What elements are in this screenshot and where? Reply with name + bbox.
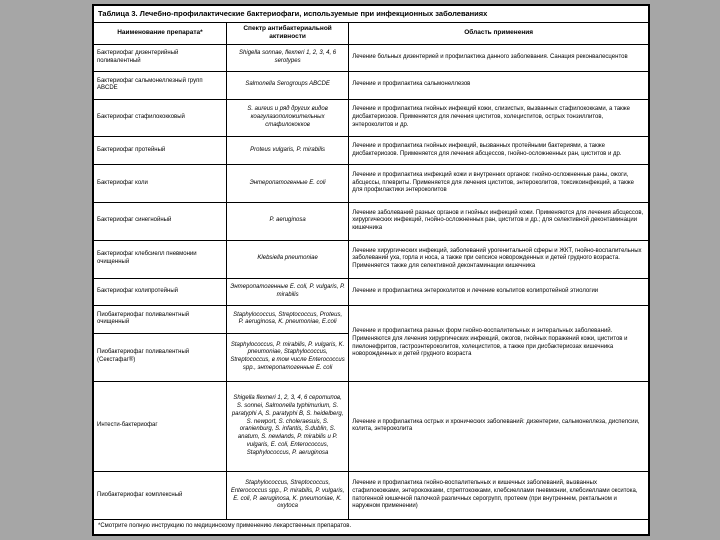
table-row (93, 240, 649, 278)
application: Лечение и профилактика сальмонеллезов (349, 72, 649, 99)
table-body (93, 44, 649, 520)
preparation-name: Пиобактериофаг поливалентный очищенный (93, 306, 226, 333)
application: Лечение больных дизентерией и профилактика данного заболевания. Санация реконвалесцентов (349, 44, 649, 71)
table-row (93, 202, 649, 240)
table-row (93, 137, 649, 164)
spectrum: Энтеропатогенные E. coli (226, 164, 348, 202)
spectrum: Staphylococcus, Streptococcus, Proteus, P. aeruginosa, K. pneumoniae, E.coli (226, 306, 348, 333)
application: Лечение и профилактика острых и хронических заболеваний: дизентерии, сальмонеллеза, диспепсии, колита, энтероколита (349, 381, 649, 471)
preparation-name: Бактериофаг стафилококковый (93, 99, 226, 137)
application: Лечение и профилактика гнойных инфекций, вызванных протейными бактериями, а также дисбактериозов. Применяется для лечения абсцессов, гнойно-осложненных ран, циститов и др. (349, 137, 649, 164)
footnote: *Смотрите полную инструкцию по медицинскому применению лекарственных препаратов. (93, 520, 649, 535)
preparation-name: Бактериофаг коли (93, 164, 226, 202)
column-header-application: Область применения (349, 22, 649, 44)
table-row (93, 471, 649, 519)
application: Лечение хирургических инфекций, заболеваний урогенитальной сферы и ЖКТ, гнойно-воспалительных заболеваний уха, горла и носа, а также при сепсисе новорожденных и детей грудного возраста. Применяется также для селективной деконтаминации кишечника (349, 240, 649, 278)
preparation-name: Бактериофаг дизентерийный поливалентный (93, 44, 226, 71)
preparation-name: Интести-бактериофаг (93, 381, 226, 471)
spectrum: P. aeruginosa (226, 202, 348, 240)
application: Лечение заболеваний разных органов и гнойных инфекций кожи. Применяются для лечения абсцессов, хирургических инфекций, гнойно-осложненных ран, циститов и др.; для селективной деконтаминации кишечника (349, 202, 649, 240)
table-title: Таблица 3. Лечебно-профилактические бактериофаги, используемые при инфекционных заболеваниях (93, 5, 649, 22)
table-row (93, 164, 649, 202)
table-row (93, 278, 649, 305)
spectrum: Энтеропатогенные E. coli, P. vulgaris, P. mirabilis (226, 278, 348, 305)
application: Лечение и профилактика гнойных инфекций кожи, слизистых, вызванных стафилококками, а также дисбактериозов. Применяется для лечения циститов, холециститов, острых тонзиллитов, энтероколитов и др. (349, 99, 649, 137)
table-title-row (93, 5, 649, 22)
spectrum: Klebsiella pneumoniae (226, 240, 348, 278)
preparation-name: Пиобактериофаг комплексный (93, 471, 226, 519)
table-row (93, 381, 649, 471)
preparation-name: Бактериофаг синегнойный (93, 202, 226, 240)
table-row (93, 99, 649, 137)
phage-table (92, 4, 650, 536)
table-row (93, 72, 649, 99)
table-header-row (93, 22, 649, 44)
application: Лечение и профилактика разных форм гнойно-воспалительных и энтеральных заболеваний. Применяются для лечения хирургических инфекций, ожогов, гнойных поражений кожи, циститов и пиелонефритов, гастроэнтероколитов, холециститов, а также при дисбактериозах кишечника новорожденных и детей грудного возраста (349, 306, 649, 382)
table-row (93, 306, 649, 333)
application: Лечение и профилактика гнойно-воспалительных и кишечных заболеваний, вызванных стафилококками, энтерококками, стрептококками, клебсиеллами пневмонии, клебсиеллами окситока, патогенной кишечной палочкой различных серогрупп, протеем (при внутреннем, ректальном и наружном применении) (349, 471, 649, 519)
column-header-spectrum: Спектр антибактериальной активности (226, 22, 348, 44)
spectrum: Shigella flexneri 1, 2, 3, 4, 6 серотипов, S. sonnei, Salmonella typhimurium, S. paratyphi A, S. paratyphi B, S. heidelberg, S. newport, S. choleraesuis, S. oranienburg, S. infantis, S.dublin, S. anatum, S. newlands, P. mirabilis и P. vulgaris, E. coli, Enterococcus, Staphylococcus, P. aeruginosa (226, 381, 348, 471)
spectrum: Staphylococcus, P. mirabilis, P. vulgaris, K. pneumoniae, Staphylococcus, Streptococcus, в том числе Enterococcus spp., энтеропатогенные E. coli (226, 333, 348, 381)
preparation-name: Бактериофаг сальмонеллезный групп ABCDE (93, 72, 226, 99)
preparation-name: Бактериофаг протейный (93, 137, 226, 164)
footnote-row (93, 520, 649, 535)
table-foot (93, 520, 649, 535)
preparation-name: Бактериофаг клебсиелл пневмонии очищенный (93, 240, 226, 278)
spectrum: Shigella sonnae, flexneri 1, 2, 3, 4, 6 serotypes (226, 44, 348, 71)
spectrum: Proteus vulgaris, P. mirabilis (226, 137, 348, 164)
spectrum: S. aureus и ряд других видов коагулазоположительных стафилококков (226, 99, 348, 137)
table-head (93, 5, 649, 44)
spectrum: Salmonella Serogroups ABCDE (226, 72, 348, 99)
table-row (93, 44, 649, 71)
column-header-name: Наименование препарата* (93, 22, 226, 44)
application: Лечение и профилактика энтероколитов и лечение кольпитов колипротейной этиологии (349, 278, 649, 305)
preparation-name: Пиобактериофаг поливалентный (Секстафаг®) (93, 333, 226, 381)
application: Лечение и профилактика инфекций кожи и внутренних органов: гнойно-осложненные раны, ожоги, абсцессы, плевриты. Применяется для лечения циститов, энтероколитов, токсикоинфекций, а также для профилактики энтероколитов (349, 164, 649, 202)
spectrum: Staphylococcus, Streptococcus, Enterococcus spp., P. mirabilis, P. vulgaris, E. coli, P. aeruginosa, K. pneumoniae, K. oxytoca (226, 471, 348, 519)
preparation-name: Бактериофаг колипротейный (93, 278, 226, 305)
